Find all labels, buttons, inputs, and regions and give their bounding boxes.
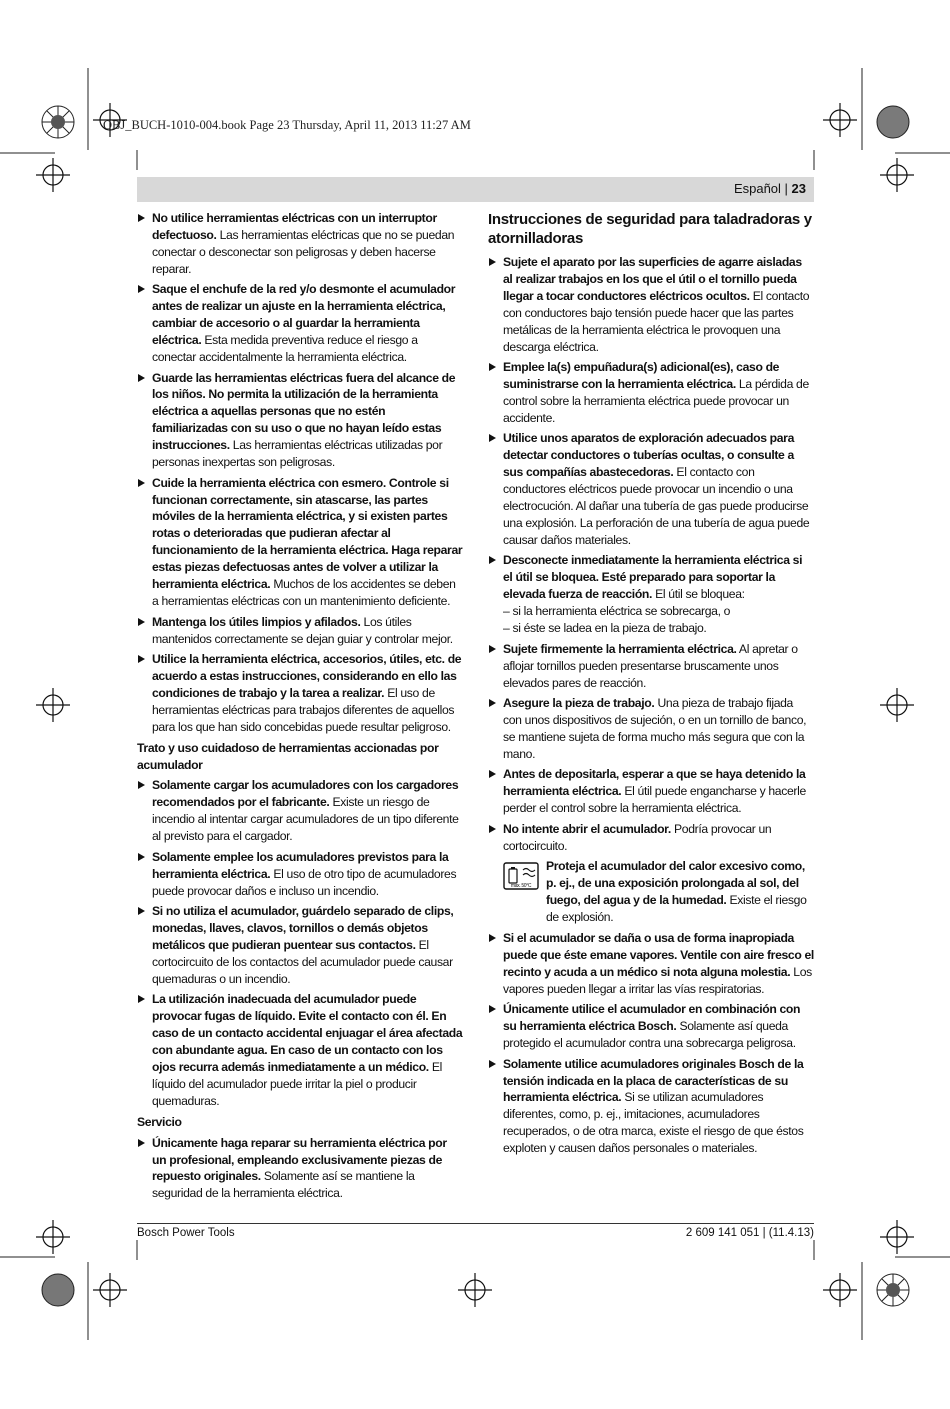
item-bold: Antes de depositarla, esperar a que se haya detenido la herramienta eléctrica. — [503, 767, 806, 799]
service-subheading: Servicio — [137, 1114, 182, 1129]
battery-subheading: Trato y uso cuidadoso de herramientas accionadas por acumulador — [137, 740, 439, 772]
heat-warning-note — [488, 858, 814, 926]
item-text: La pérdida de control sobre la herramienta eléctrica puede provocar un accidente. — [503, 377, 809, 425]
safety-item — [488, 641, 814, 692]
safety-item — [137, 903, 463, 988]
bullet-triangle-icon — [489, 645, 496, 653]
item-text: Esta medida preventiva reduce el riesgo a conectar accidentalmente la herramienta eléctrica. — [152, 333, 418, 364]
item-text: Podría provocar un cortocircuito. — [503, 821, 772, 853]
item-text: Las herramientas eléctricas utilizadas por personas inexpertas son peligrosas. — [152, 438, 443, 470]
language-label: Español — [733, 181, 781, 196]
item-bold: Asegure la pieza de trabajo. — [503, 696, 655, 711]
item-bold: La utilización inadecuada del acumulador puede provocar fugas de líquido. Evite el contacto con él. En caso de un contacto accidental enjuagar el área afectada con abundante agua. En caso de un contacto con los ojos recurra además inmediatamente a un médico. — [152, 992, 463, 1074]
bullet-triangle-icon — [489, 699, 496, 707]
footer-publisher: Bosch Power Tools — [137, 1227, 235, 1239]
heat-icon-label: max. 50°C — [510, 883, 532, 890]
left-column — [137, 210, 463, 1206]
safety-item — [488, 1056, 814, 1157]
bullet-triangle-icon — [138, 907, 145, 915]
item-bold: No utilice herramientas eléctricas con un interruptor defectuoso. — [152, 211, 437, 242]
item-bold: Mantenga los útiles limpios y afilados. — [152, 614, 361, 629]
item-text: Si se utilizan acumuladores diferentes, como, p. ej., imitaciones, acumuladores recuperados, o de otra marca, existe el riesgo de que éstos exploten y causen daños personales o materiales. — [503, 1090, 804, 1156]
safety-item — [137, 281, 463, 366]
item-text: Las herramientas eléctricas que no se puedan conectar o desconectar son peligrosas y deben hacerse reparar. — [152, 227, 455, 276]
safety-item — [137, 651, 463, 736]
bullet-triangle-icon — [489, 434, 496, 442]
safety-item — [488, 821, 814, 855]
safety-item — [137, 475, 463, 610]
item-bold: Emplee la(s) empuñadura(s) adicional(es), caso de suministrarse con la herramienta eléctrica. — [503, 360, 780, 392]
item-bold: Cuide la herramienta eléctrica con esmero. Controle si funcionan correctamente, sin atascarse, las partes móviles de la herramienta eléctrica, y si existen partes rotas o deterioradas que pudieran afectar al funcionamiento de la herramienta eléctrica. Haga reparar estas piezas defectuosas antes de volver a utilizar la herramienta eléctrica. — [152, 475, 463, 592]
bullet-triangle-icon — [489, 556, 496, 564]
safety-item — [137, 614, 463, 648]
item-bold: Guarde las herramientas eléctricas fuera del alcance de los niños. No permita la utilización de la herramienta eléctrica a aquellas personas que no estén familiarizadas con su uso o que no hayan leído estas instrucciones. — [152, 370, 456, 453]
bullet-triangle-icon — [489, 934, 496, 942]
item-bold: Únicamente haga reparar su herramienta eléctrica por un profesional, empleando exclusivamente piezas de repuesto originales. — [152, 1135, 447, 1184]
safety-item — [488, 695, 814, 763]
dash-line: – si la herramienta eléctrica se sobrecarga, o — [503, 604, 731, 619]
item-text: El uso de otro tipo de acumuladores puede provocar daños e incluso un incendio. — [152, 866, 457, 898]
item-text: Solamente así se mantiene la seguridad de la herramienta eléctrica. — [152, 1169, 415, 1201]
item-text: El cortocircuito de los contactos del acumulador puede causar quemaduras o un incendio. — [152, 937, 453, 986]
item-bold: Saque el enchufe de la red y/o desmonte el acumulador antes de realizar un ajuste en la herramienta eléctrica, cambiar de accesorio o al guardar la herramienta eléctrica. — [152, 282, 456, 348]
right-column — [488, 210, 814, 1161]
bullet-triangle-icon — [138, 1139, 145, 1147]
safety-item — [488, 766, 814, 817]
safety-item — [488, 430, 814, 548]
page-number: 23 — [791, 181, 806, 196]
item-text: Los vapores pueden llegar a irritar las vías respiratorias. — [503, 964, 812, 996]
item-bold: Si no utiliza el acumulador, guárdelo separado de clips, monedas, llaves, clavos, tornillos o demás objetos metálicos que pudieran puentear sus contactos. — [152, 904, 454, 952]
item-text: El contacto con conductores bajo tensión puede hacer que las partes metálicas de la herramienta eléctrica le provoquen una descarga eléctrica. — [503, 288, 810, 354]
bullet-triangle-icon — [138, 285, 145, 293]
item-text: El uso de herramientas eléctricas para trabajos diferentes de aquellos para los que han sido concebidas puede resultar peligroso. — [152, 685, 455, 734]
item-bold: Utilice la herramienta eléctrica, accesorios, útiles, etc. de acuerdo a estas instrucciones, considerando en ello las condiciones de trabajo y la tarea a realizar. — [152, 652, 462, 700]
item-text: Existe un riesgo de incendio al intentar cargar acumuladores de un tipo diferente al previsto para el cargador. — [152, 795, 459, 844]
bullet-triangle-icon — [489, 258, 496, 266]
bullet-triangle-icon — [138, 214, 145, 222]
safety-item — [488, 930, 814, 998]
safety-item — [137, 210, 463, 278]
item-text: Solamente así queda protegido el acumulador contra una sobrecarga peligrosa. — [503, 1019, 796, 1051]
bullet-triangle-icon — [489, 770, 496, 778]
item-bold: Solamente utilice acumuladores originales Bosch de la tensión indicada en la placa de características de su herramienta eléctrica. — [503, 1056, 804, 1105]
note-text: Existe el riesgo de explosión. — [546, 893, 807, 925]
footer-rule — [137, 1223, 814, 1224]
safety-item — [137, 370, 463, 471]
item-text: El contacto con conductores eléctricos puede provocar un incendio o una electrocución. Al dañar una tubería de gas puede producirse una explosión. La perforación de una tubería de agua puede causar daños materiales. — [503, 465, 810, 547]
item-bold: No intente abrir el acumulador. — [503, 821, 671, 836]
item-bold: Sujete el aparato por las superficies de agarre aisladas al realizar trabajos en los que el útil o el tornillo pueda llegar a tocar conductores eléctricos ocultos. — [503, 255, 802, 303]
item-text: Los útiles mantenidos correctamente se dejan guiar y controlar mejor. — [152, 614, 453, 646]
item-bold: Desconecte inmediatamente la herramienta eléctrica si el útil se bloquea. Esté preparado para soportar la elevada fuerza de reacción. — [503, 553, 803, 602]
file-header: OBJ_BUCH-1010-004.book Page 23 Thursday, April 11, 2013 11:27 AM — [103, 118, 471, 132]
item-text: Al apretar o aflojar tornillos pueden presentarse bruscamente unos elevados pares de reacción. — [503, 641, 798, 690]
item-bold: Solamente emplee los acumuladores previstos para la herramienta eléctrica. — [152, 849, 449, 881]
item-bold: Solamente cargar los acumuladores con los cargadores recomendados por el fabricante. — [152, 778, 459, 810]
bullet-triangle-icon — [489, 363, 496, 371]
item-text: Una pieza de trabajo fijada con unos dispositivos de sujeción, o en un tornillo de banco, se mantiene sujeta de forma mucho más segura que con la mano. — [503, 696, 807, 761]
safety-item — [137, 777, 463, 845]
safety-item — [488, 359, 814, 427]
bullet-triangle-icon — [489, 1005, 496, 1013]
page-header-bar — [137, 177, 814, 202]
safety-item — [137, 1135, 463, 1203]
battery-heat-icon — [503, 860, 539, 890]
dash-line: – si éste se ladea en la pieza de trabajo. — [503, 621, 707, 636]
page-header — [734, 181, 806, 196]
item-bold: Únicamente utilice el acumulador en combinación con su herramienta eléctrica Bosch. — [503, 1002, 801, 1034]
bullet-triangle-icon — [138, 781, 145, 789]
bullet-triangle-icon — [138, 655, 145, 663]
header-separator: | — [780, 181, 792, 196]
item-bold: Si el acumulador se daña o usa de forma inapropiada puede que éste emane vapores. Ventile con aire fresco el recinto y acuda a un médico si nota alguna molestia. — [503, 930, 814, 979]
item-bold: Sujete firmemente la herramienta eléctrica. — [503, 641, 737, 656]
item-text: El líquido del acumulador puede irritar la piel o producir quemaduras. — [152, 1060, 443, 1108]
safety-item-reaction — [488, 552, 814, 637]
item-text: El útil puede engancharse y hacerle perder el control sobre la herramienta eléctrica. — [503, 784, 806, 816]
bullet-triangle-icon — [138, 853, 145, 861]
item-text: El útil se bloquea: — [652, 587, 745, 602]
item-bold: Utilice unos aparatos de exploración adecuados para detectar conductores o tuberías ocultas, o consulte a sus compañías abastecedoras. — [503, 431, 794, 480]
safety-item — [488, 254, 814, 355]
safety-item — [137, 849, 463, 900]
bullet-triangle-icon — [138, 995, 145, 1003]
note-bold: Proteja el acumulador del calor excesivo como, p. ej., de una exposición prolongada al sol, del fuego, del agua y de la humedad. — [546, 859, 805, 908]
section-title: Instrucciones de seguridad para taladradoras y atornilladoras — [488, 211, 812, 247]
bullet-triangle-icon — [138, 618, 145, 626]
bullet-triangle-icon — [138, 479, 145, 487]
item-text: Muchos de los accidentes se deben a herramientas eléctricas con un mantenimiento deficiente. — [152, 577, 456, 608]
safety-item — [137, 991, 463, 1109]
bullet-triangle-icon — [489, 1060, 496, 1068]
footer-doc-number: 2 609 141 051 | (11.4.13) — [685, 1227, 814, 1239]
bullet-triangle-icon — [138, 374, 145, 382]
bullet-triangle-icon — [489, 825, 496, 833]
safety-item — [488, 1001, 814, 1052]
